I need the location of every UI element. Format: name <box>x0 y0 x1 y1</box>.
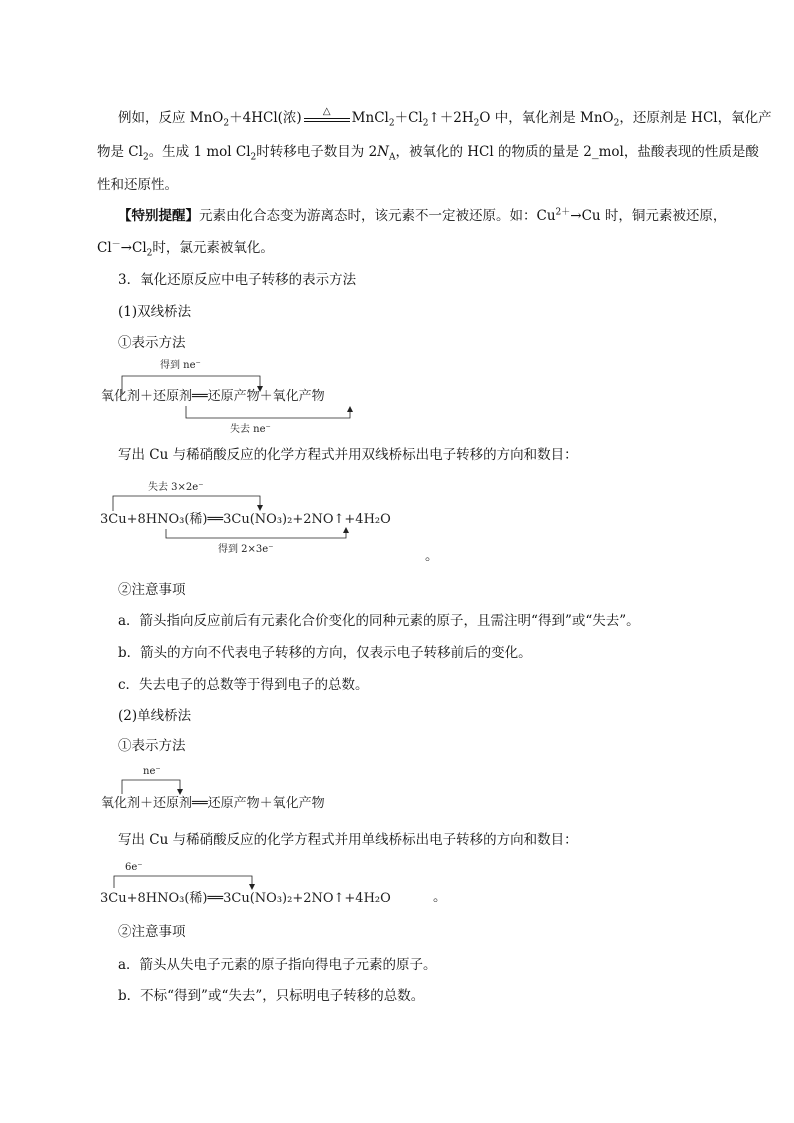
single-bridge-end-mark: 。 <box>433 889 447 905</box>
double-bridge-method: ①表示方法 <box>118 335 186 351</box>
cu-nitric-equation: 3Cu+8HNO₃(稀)══3Cu(NO₃)₂+2NO↑+4H₂O <box>100 512 391 527</box>
double-bridge-generic-diagram <box>100 356 400 436</box>
single-bridge-notes-title: ②注意事项 <box>118 924 186 940</box>
double-bridge-title: (1)双线桥法 <box>118 304 192 320</box>
ne-label: ne⁻ <box>143 766 161 777</box>
double-bridge-cu-diagram <box>100 478 440 558</box>
section-3-heading: 3．氧化还原反应中电子转移的表示方法 <box>118 272 357 288</box>
paragraph-line-3: 性和还原性。 <box>97 177 178 193</box>
gain-label: 得到 ne⁻ <box>160 360 201 371</box>
single-bridge-method: ①表示方法 <box>118 738 186 754</box>
double-bridge-prompt: 写出 Cu 与稀硝酸反应的化学方程式并用双线桥标出电子转移的方向和数目： <box>118 447 578 463</box>
double-bridge-end-mark: 。 <box>425 548 439 564</box>
special-note-line-2: $Cl^-\to Cl_2$时，氯元素被氧化。 <box>97 239 274 259</box>
double-bridge-note-a: a．箭头指向反应前后有元素化合价变化的同种元素的原子，且需注明“得到”或“失去”。 <box>118 613 640 629</box>
single-bridge-generic-diagram <box>100 764 400 814</box>
single-generic-equation: 氧化剂＋还原剂══还原产物＋氧化产物 <box>101 796 325 811</box>
single-bridge-title: (2)单线桥法 <box>118 708 192 724</box>
single-bridge-note-b: b．不标“得到”或“失去”，只标明电子转移的总数。 <box>118 988 425 1004</box>
generic-equation: 氧化剂＋还原剂══还原产物＋氧化产物 <box>101 389 325 404</box>
six-electrons-label: 6e⁻ <box>125 862 143 873</box>
single-cu-nitric-equation: 3Cu+8HNO₃(稀)══3Cu(NO₃)₂+2NO↑+4H₂O <box>100 891 391 906</box>
paragraph-line-2: 物是 $Cl_2$。生成 1 mol $Cl_2$时转移电子数目为 $2N_A$，被氧化的 HCl 的物质的量是 2_mol，盐酸表现的性质是酸 <box>97 144 759 163</box>
double-bridge-notes-title: ②注意事项 <box>118 582 186 598</box>
double-bridge-note-b: b．箭头的方向不代表电子转移的方向，仅表示电子转移前后的变化。 <box>118 645 532 661</box>
lose-label: 失去 ne⁻ <box>230 424 271 435</box>
reaction-heat-equals-sign: △ <box>304 112 350 126</box>
single-bridge-cu-diagram <box>100 860 440 910</box>
double-bridge-note-c: c．失去电子的总数等于得到电子的总数。 <box>118 677 369 693</box>
single-bridge-prompt: 写出 Cu 与稀硝酸反应的化学方程式并用单线桥标出电子转移的方向和数目： <box>118 832 578 848</box>
single-bridge-note-a: a．箭头从失电子元素的原子指向得电子元素的原子。 <box>118 957 437 973</box>
special-note-line-1: 【特别提醒】元素由化合态变为游离态时，该元素不一定被还原。如：$Cu^{2+}\to Cu$ 时，铜元素被还原， <box>118 207 727 224</box>
gain-electrons-label: 得到 2×3e⁻ <box>218 544 274 555</box>
paragraph-mno2-example: 例如，反应 MnO$_2$＋4HCl(浓) △ $MnCl_2+Cl_2↑+2H_2O$ 中，氧化剂是 MnO$_2$，还原剂是 HCl，氧化产 <box>118 105 772 129</box>
lose-electrons-label: 失去 3×2e⁻ <box>148 482 204 493</box>
